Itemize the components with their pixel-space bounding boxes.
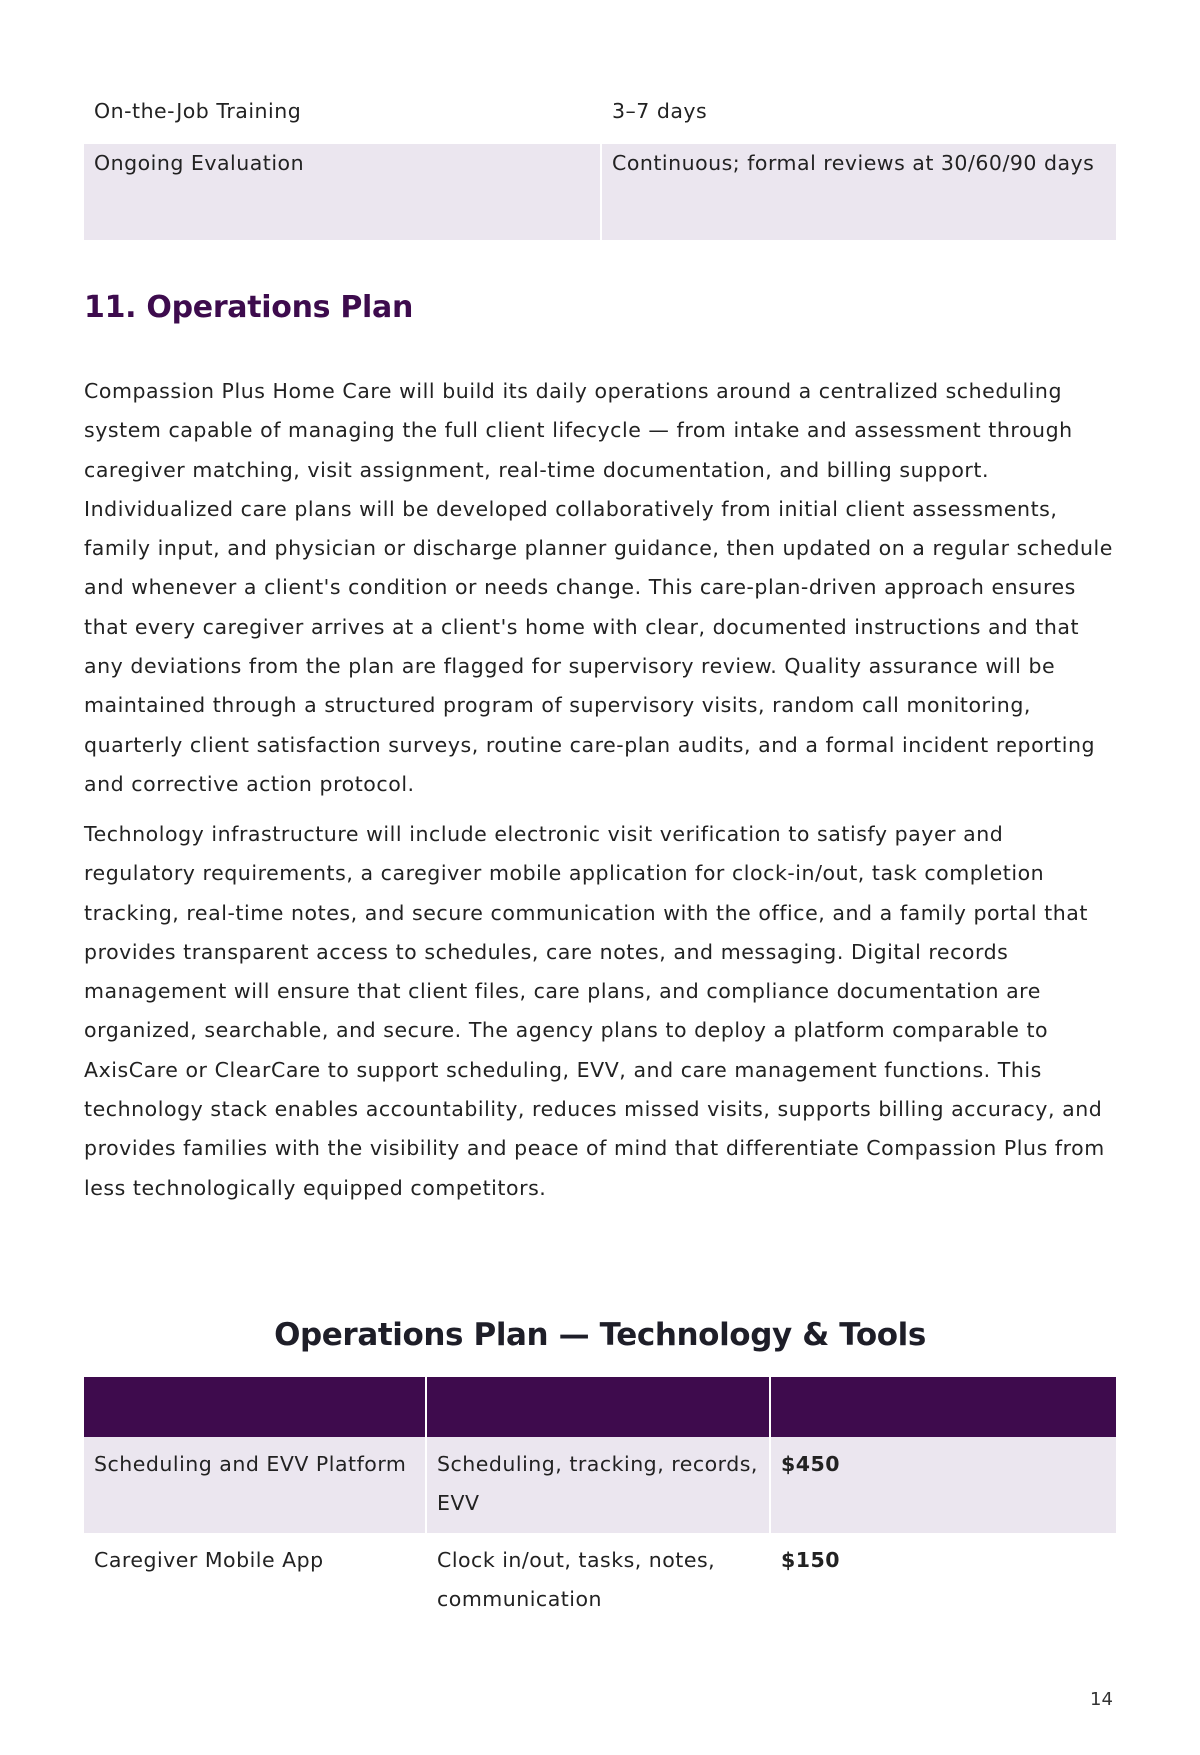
table-cell: Clock in/out, tasks, notes, communication: [426, 1533, 770, 1629]
technology-tools-table: [84, 1377, 1116, 1629]
table-row: [84, 144, 1116, 240]
table-row: [84, 92, 1116, 144]
table-header-row: [84, 1377, 1116, 1437]
body-paragraph: Technology infrastructure will include electronic visit verification to satisfy payer and regulatory requirements, a caregiver mobile application for clock-in/out, task completion tracking, real-time notes, and secure communication with the office, and a family portal that provides transparent access to schedules, care notes, and messaging. Digital records management will ensure that client files, care plans, and compliance documentation are organized, searchable, and secure. The agency plans to deploy a platform comparable to AxisCare or ClearCare to support scheduling, EVV, and care management functions. This technology stack enables accountability, reduces missed visits, supports billing accuracy, and provides families with the visibility and peace of mind that differentiate Compassion Plus from less technologically equipped competitors.: [84, 822, 1105, 1200]
table-header-cell: [84, 1377, 426, 1437]
table-cell: 3–7 days: [601, 92, 1116, 144]
table-cell-cost: $450: [770, 1437, 1116, 1533]
table-title: Operations Plan — Technology & Tools: [274, 1317, 926, 1353]
table-row: [84, 1437, 1116, 1533]
table-cell: On-the-Job Training: [94, 99, 302, 123]
body-paragraph: Compassion Plus Home Care will build its daily operations around a centralized scheduling system capable of managing the full client lifecycle — from intake and assessment through caregiver matching, visit assignment, real-time documentation, and billing support. Individualized care plans will be developed collaboratively from initial client assessments, family input, and physician or discharge planner guidance, then updated on a regular schedule and whenever a client's condition or needs change. This care-plan-driven approach ensures that every caregiver arrives at a client's home with clear, documented instructions and that any deviations from the plan are flagged for supervisory review. Quality assurance will be maintained through a structured program of supervisory visits, random call monitoring, quarterly client satisfaction surveys, routine care-plan audits, and a formal incident reporting and corrective action protocol.: [84, 379, 1113, 796]
table-header-cell: [770, 1377, 1116, 1437]
table-header-cell: [426, 1377, 770, 1437]
table-row: [84, 1533, 1116, 1629]
table-cell: Caregiver Mobile App: [84, 1533, 426, 1629]
table-cell-cost: $150: [781, 1548, 841, 1572]
table-cell: Scheduling and EVV Platform: [84, 1437, 426, 1533]
table-cell: Ongoing Evaluation: [84, 144, 601, 240]
page-number: 14: [1090, 1689, 1113, 1710]
section-heading: 11. Operations Plan: [84, 290, 414, 325]
table-cell: Scheduling, tracking, records, EVV: [426, 1437, 770, 1533]
training-timeline-table: [84, 92, 1116, 240]
table-cell: Continuous; formal reviews at 30/60/90 days: [601, 144, 1116, 240]
